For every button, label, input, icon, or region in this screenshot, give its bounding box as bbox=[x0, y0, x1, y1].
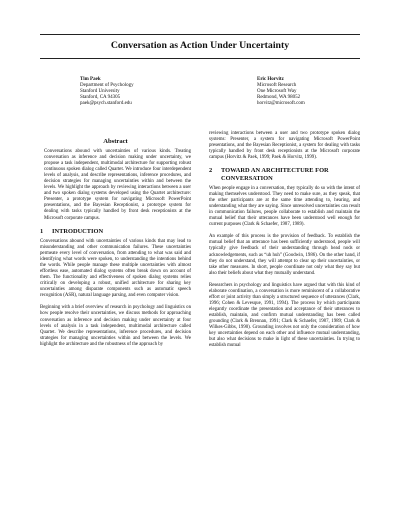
section-number: 2 bbox=[209, 167, 213, 175]
section-title: INTRODUCTION bbox=[52, 227, 104, 235]
body-paragraph: An example of this process is the provision of feedback. To establish the mutual belief that an utterance has been sufficiently understood, people will typically give feedback of their understanding through head nods or acknowledgements, such as “uh huh” (Goodwin, 1986). On the other hand, if they do not understand, they will attempt to clear up their uncertainties, or take other measures. In short, people coordinate not only what they say but also their beliefs about what they mutually understand. bbox=[209, 234, 360, 276]
abstract-text: Conversations abound with uncertainties of various kinds. Treating conversation as inference and decision making under uncertainty, we propose a task independent, multimodal architecture for supporting robust continuous spoken dialog called Quartet. We introduce four interdependent levels of analysis, and describe representations, inference procedures, and decision strategies for managing uncertainties within and between the levels. We highlight the approach by reviewing interactions between a user and two spoken dialog systems developed using the Quartet architecture: Presenter, a prototype system for navigating Microsoft PowerPoint presentations, and the Bayesian Receptionist, a prototype system for dealing with tasks typically handled by front desk receptionists at the Microsoft corporate campus. bbox=[44, 149, 191, 221]
section-title: TOWARD AN ARCHITECTURE FOR CONVERSATION bbox=[221, 167, 329, 182]
author-name: Eric Horvitz bbox=[257, 77, 284, 82]
left-column bbox=[40, 138, 191, 354]
section-heading bbox=[40, 228, 191, 235]
title-bottom-rule bbox=[40, 58, 360, 59]
section-heading bbox=[209, 167, 360, 182]
author-org: Stanford University bbox=[80, 89, 120, 95]
body-paragraph: When people engage in a conversation, they typically do so with the intent of making themselves understood. They need to make sure, as they speak, that the other participants are at the same time attending to, hearing, and understanding what they are saying. Since unresolved uncertainties can result in communication failures, people collaborate to establish and maintain the mutual belief that their utterances have been understood well enough for current purposes (Clark & Schaefer, 1987, 1989). bbox=[209, 186, 360, 228]
section-number: 1 bbox=[40, 227, 44, 235]
body-paragraph: Researchers in psychology and linguistics have argued that with this kind of elaborate coordination, a conversation is more reminiscent of a collaborative effort or joint activity than simply a structured sequence of utterances (Clark, 1996; Cohen & Levesque, 1991, 1994). The process by which participants elegantly coordinate the presentation and acceptance of their utterances to establish, maintain, and confirm mutual understanding has been called grounding (Clark & Brennan, 1991; Clark & Schaefer, 1987, 1989; Clark & Wilkes-Gibbs, 1990). Grounding involves not only the consideration of how key uncertainties depend on each other and influence mutual understanding, but also what decisions to make in light of these uncertainties. In trying to establish mutual bbox=[209, 282, 360, 349]
paper-title: Conversation as Action Under Uncertainty bbox=[110, 40, 290, 51]
continued-paragraph: reviewing interactions between a user and two prototype spoken dialog systems: Presenter, a system for navigating Microsoft PowerPoint presentations, and the Bayesian Receptionist, a system for dealing with tasks typically handled by front desk receptionists at the Microsoft corporate campus (Horvitz & Paek, 1999; Paek & Horvitz, 1999). bbox=[209, 131, 360, 161]
author-dept: Microsoft Research bbox=[257, 83, 297, 89]
author-city: Redmond, WA 98052 bbox=[257, 95, 301, 101]
body-paragraph: Conversations abound with uncertainties of various kinds that may lead to misunderstanding and other communication failures. These uncertainties permeate every level of conversation, from attending to what was said and identifying what words were spoken, to understanding the intentions behind the words. While people manage these multiple uncertainties with almost effortless ease, automated dialog systems often break down on account of them. The functionality and effectiveness of spoken dialog systems relies critically on developing a robust, unified architecture for sharing key uncertainties among disparate components such as automatic speech recognition (ASR), natural language parsing, and even computer vision. bbox=[40, 238, 191, 299]
author-block-1 bbox=[80, 77, 190, 107]
abstract-heading: Abstract bbox=[103, 138, 128, 145]
author-block-2 bbox=[257, 77, 367, 107]
author-email: paek@psych.stanford.edu bbox=[80, 101, 132, 107]
author-name: Tim Paek bbox=[80, 77, 101, 82]
title-top-rule bbox=[40, 34, 360, 35]
right-column bbox=[209, 131, 360, 355]
author-org: One Microsoft Way bbox=[257, 89, 297, 95]
author-email: horvitz@microsoft.com bbox=[257, 101, 305, 107]
author-city: Stanford, CA 94305 bbox=[80, 95, 121, 101]
body-paragraph: Beginning with a brief overview of research in psychology and linguistics on how people resolve their uncertainties, we discuss methods for approaching conversation as inference and decision making under uncertainty at four levels of analysis in a task independent, multimodal architecture called Quartet. We describe representations, inference procedures, and decision strategies for managing uncertainties within and between the levels. We highlight the architecture and the robustness of the approach by bbox=[40, 305, 191, 347]
author-dept: Department of Psychology bbox=[80, 83, 134, 89]
